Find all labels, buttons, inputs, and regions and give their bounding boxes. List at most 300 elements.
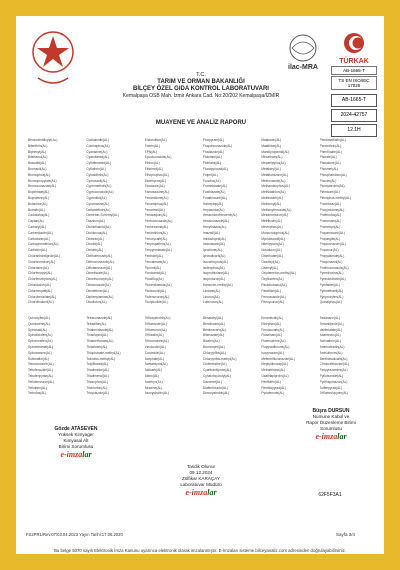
analyte-item: Thiacloprid(AL) bbox=[86, 333, 108, 338]
analyte-item: Kresoxim-methyl(AL) bbox=[202, 282, 233, 287]
analyte-item: Chlorpyrifos(AL) bbox=[202, 350, 227, 355]
analyte-item: Chlorfenapyr(AL) bbox=[28, 271, 53, 276]
analyte-item: Phoxim(AL) bbox=[319, 178, 337, 183]
analyte-item: Cyanazine(AL) bbox=[86, 149, 108, 154]
analyte-item: Biphenyl(AL) bbox=[28, 149, 47, 154]
analyte-item: Phorate(AL) bbox=[319, 155, 337, 160]
signature-center bbox=[156, 464, 246, 496]
analyte-item: Tetraconazole(AL) bbox=[86, 316, 113, 320]
analyte-item: Triazophos(AL) bbox=[86, 379, 108, 384]
analyte-item: Cyhalofop-butyl(AL) bbox=[202, 373, 232, 378]
analyte-item: Bifenazate(AL) bbox=[202, 333, 225, 338]
analyte-column bbox=[28, 316, 82, 404]
analyte-item: Isopyrazam(AL) bbox=[261, 350, 284, 355]
analyte-item: Bromopropylate(AL) bbox=[28, 178, 57, 183]
analyte-item: Omethoate(AL) bbox=[261, 253, 284, 258]
analyte-item: Pencycuron(AL) bbox=[261, 300, 285, 305]
analyte-item: Disulfoton(AL) bbox=[86, 300, 107, 305]
analyte-item: Tebufenpyrad(AL) bbox=[28, 373, 54, 378]
analyte-item: Bromacil(AL) bbox=[28, 166, 47, 171]
analyte-item: Procymidone(AL) bbox=[319, 207, 345, 212]
analyte-item: Acrinathrin(AL) bbox=[319, 339, 341, 344]
analyte-item: Ethion(AL) bbox=[144, 161, 160, 166]
analyte-item: Carbophenothion(AL) bbox=[28, 242, 59, 247]
analyte-item: Isoprothiolane(AL) bbox=[202, 271, 230, 276]
approval-heading: Tasdik Olunur bbox=[186, 464, 216, 469]
analyte-item: Lufenuron(AL) bbox=[202, 300, 224, 305]
analyte-item: Thiabendazole(AL) bbox=[86, 327, 114, 332]
analyte-item: Triadimefon(AL) bbox=[86, 368, 110, 373]
signer-title: Birimi Sorumlusu bbox=[58, 444, 94, 449]
analyte-item: Fluquinconazole(AL) bbox=[202, 143, 233, 148]
report-reference-box bbox=[331, 94, 377, 139]
analyte-item: Oxyfluorfen(AL) bbox=[261, 277, 284, 282]
analyte-item: Flutriafol(AL) bbox=[202, 161, 222, 166]
analyte-item: Carbofuran(AL) bbox=[28, 236, 50, 241]
analyte-item: Dichlofluanid(AL) bbox=[86, 224, 111, 229]
signer-name: Gözde ATASEVEN bbox=[54, 426, 98, 432]
analyte-item: Coumaphos(AL) bbox=[86, 143, 110, 148]
analyte-item: Folpet(AL) bbox=[202, 172, 218, 177]
analyte-item: Butralin(AL) bbox=[28, 207, 45, 212]
analyte-item: Chlorobenzilate(AL) bbox=[28, 294, 57, 299]
accreditation-box bbox=[331, 66, 377, 91]
analyte-item: Azoxystrobin(AL) bbox=[144, 391, 169, 396]
analyte-item: Pendimethalin(AL) bbox=[319, 138, 346, 142]
analyte-item: Dazomet(AL) bbox=[202, 379, 222, 384]
analyte-item: Boscalid(AL) bbox=[28, 161, 47, 166]
analyte-column bbox=[145, 316, 199, 404]
analyte-column bbox=[86, 316, 140, 404]
analyte-column bbox=[86, 138, 140, 314]
analyte-item: Oxydemeton-methyl(AL) bbox=[261, 271, 296, 276]
analyte-item: Proquinazid(AL) bbox=[319, 259, 343, 264]
analyte-item: Pyrimethanil(AL) bbox=[319, 288, 344, 293]
analyte-item: Acephate(AL) bbox=[144, 356, 165, 361]
analyte-list-bottom bbox=[28, 316, 374, 404]
analyte-item: Ethoprophos(AL) bbox=[144, 172, 169, 177]
analyte-item: Isoproturon(AL) bbox=[202, 277, 226, 282]
signer-title: Yüksek Kimyager bbox=[58, 432, 94, 437]
analyte-item: Trichlorfon(AL) bbox=[86, 385, 108, 390]
analyte-item: Tetraniliprole(AL) bbox=[319, 321, 344, 326]
analyte-item: Propoxur(AL) bbox=[319, 248, 339, 253]
analyte-item: Endosulfan(AL) bbox=[144, 138, 167, 142]
analyte-item: Fipronil(AL) bbox=[144, 265, 162, 270]
analyte-item: Chlorfenvinphos(AL) bbox=[28, 277, 58, 282]
report-title: MUAYENE VE ANALİZ RAPORU bbox=[155, 120, 247, 126]
analyte-item: Diniconazole(AL) bbox=[86, 282, 111, 287]
analyte-item: EPN(AL) bbox=[144, 149, 158, 154]
analyte-item: Haloxyfop(AL) bbox=[202, 201, 224, 206]
analyte-item: Metribuzin(AL) bbox=[261, 219, 283, 224]
e-signature-logo: e-imzalar bbox=[185, 488, 217, 497]
analyte-item: Bitertanol(AL) bbox=[28, 155, 48, 160]
analyte-item: Mecarbam(AL) bbox=[261, 155, 283, 160]
analyte-item: Valifenalate(AL) bbox=[319, 327, 343, 332]
analyte-item: Fluopyram(AL) bbox=[202, 138, 225, 142]
analyte-item: Triflumezopyrim(AL) bbox=[319, 391, 349, 396]
analyte-item: Propargite(AL) bbox=[319, 236, 341, 241]
header-address: Kemalpaşa OSB Mah. İzmir Ankara Cad. No:20/202 Kemalpaşa/İZMİR bbox=[122, 93, 280, 99]
analyte-item: Dicofol(AL) bbox=[86, 242, 103, 247]
analyte-item: Emamectin(AL) bbox=[261, 316, 284, 320]
analyte-item: Triticonazole(AL) bbox=[144, 339, 169, 344]
analyte-item: Diflubenzuron(AL) bbox=[86, 265, 113, 270]
analyte-item: Pyridaben(AL) bbox=[319, 282, 341, 287]
analyte-item: Dinotefuran(AL) bbox=[86, 288, 109, 293]
analyte-item: Monocrotophos(AL) bbox=[261, 230, 290, 235]
analyte-item: Dichlorvos(AL) bbox=[86, 230, 108, 235]
analyte-item: Bixafen(AL) bbox=[202, 339, 220, 344]
analyte-item: Sedaxane(AL) bbox=[319, 316, 341, 320]
analyte-item: Trifloxystrobin(AL) bbox=[144, 316, 171, 320]
analyte-item: Fluxapyroxad(AL) bbox=[202, 166, 229, 171]
analyte-item: Oxathiapiprolin(AL) bbox=[261, 373, 289, 378]
analyte-item: Cyromazine(AL) bbox=[86, 201, 110, 206]
analyte-item: Formetanate(AL) bbox=[202, 184, 228, 189]
analyte-item: Indoxacarb(AL) bbox=[202, 242, 225, 247]
analyte-item: Isocarbophos(AL) bbox=[202, 259, 229, 264]
analyte-item: Methidathion(AL) bbox=[261, 190, 286, 195]
analyte-item: Cymoxanil(AL) bbox=[86, 178, 108, 183]
analyte-item: Aldrin(AL) bbox=[144, 373, 159, 378]
analyte-item: Tebufenozide(AL) bbox=[28, 368, 53, 373]
analyte-item: Fosthiazate(AL) bbox=[202, 190, 226, 195]
analyte-item: Phenthoate(AL) bbox=[319, 149, 342, 154]
analyte-item: Fenobucarb(AL) bbox=[261, 327, 285, 332]
analyte-column bbox=[320, 138, 374, 314]
analyte-item: Fenvalerate(AL) bbox=[144, 259, 168, 264]
e-signature-logo: e-imzalar bbox=[60, 450, 92, 459]
analyte-item: Clothianidin(AL) bbox=[86, 138, 110, 142]
analyte-item: Carbendazim(AL) bbox=[28, 230, 53, 235]
analyte-item: Tetradifon(AL) bbox=[86, 321, 107, 326]
analyte-item: Cyfluthrin(AL) bbox=[86, 166, 106, 171]
analyte-item: Malathion(AL) bbox=[261, 143, 282, 148]
analyte-item: Methoxyfenozide(AL) bbox=[261, 207, 292, 212]
analyte-item: Fenoxycarb(AL) bbox=[144, 236, 168, 241]
analyte-item: Thiodicarb(AL) bbox=[86, 344, 108, 349]
analyte-item: Pyriofenone(AL) bbox=[261, 391, 285, 396]
analyte-item: Imazalil(AL) bbox=[202, 230, 220, 235]
signer-name: Zülfikar KARAÇAY bbox=[182, 476, 220, 481]
analyte-item: Flutolanil(AL) bbox=[202, 155, 222, 160]
analyte-item: Phosphamidon(AL) bbox=[319, 172, 347, 177]
e-signature-logo: e-imzalar bbox=[315, 432, 347, 441]
analyte-item: Benalaxyl(AL) bbox=[202, 316, 223, 320]
analyte-item: Phosmet(AL) bbox=[319, 166, 339, 171]
analyte-column bbox=[261, 138, 315, 314]
analyte-item: Metconazole(AL) bbox=[261, 178, 286, 183]
analyte-item: Metobromuron(AL) bbox=[261, 213, 289, 218]
analyte-item: Imidacloprid(AL) bbox=[202, 236, 227, 241]
analyte-item: Fluazinam(AL) bbox=[261, 333, 283, 338]
analyte-item: Linuron(AL) bbox=[202, 294, 220, 299]
analyte-item: Teflubenzuron(AL) bbox=[28, 379, 55, 384]
analyte-item: Oxadixyl(AL) bbox=[261, 259, 280, 264]
analyte-item: Triadimenol(AL) bbox=[86, 373, 109, 378]
analyte-item: Cyhalothrin(AL) bbox=[86, 172, 109, 177]
analyte-item: Methomyl(AL) bbox=[261, 201, 282, 206]
analyte-item: Pyflubumide(AL) bbox=[319, 373, 344, 378]
analyte-item: Etoxazole(AL) bbox=[144, 184, 165, 189]
analyte-item: Famoxadone(AL) bbox=[144, 190, 170, 195]
analyte-item: Profenofos(AL) bbox=[319, 213, 342, 218]
analyte-item: Chlordane(AL) bbox=[28, 265, 49, 270]
analyte-item: Diazinon(AL) bbox=[86, 219, 105, 224]
analyte-item: Isofenphos(AL) bbox=[202, 265, 225, 270]
turkak-logo-icon bbox=[331, 30, 377, 66]
analyte-item: Triflumuron(AL) bbox=[144, 327, 167, 332]
analyte-item: Bendiocarb(AL) bbox=[202, 321, 226, 326]
analyte-item: Chlormequat(AL) bbox=[28, 288, 53, 293]
analyte-item: Ethephon(AL) bbox=[261, 321, 281, 326]
analyte-item: Bupirimate(AL) bbox=[28, 190, 50, 195]
analyte-item: Novaluron(AL) bbox=[261, 248, 282, 253]
lab-header bbox=[96, 72, 306, 100]
analyte-column bbox=[320, 316, 374, 404]
analyte-item: Ametryn(AL) bbox=[144, 379, 163, 384]
analyte-item: Heptachlor(AL) bbox=[202, 207, 225, 212]
analyte-item: Fludioxonil(AL) bbox=[144, 288, 166, 293]
analyte-item: Clofentezine(AL) bbox=[202, 362, 227, 367]
header-line1: T.C. bbox=[196, 72, 206, 78]
ministry-emblem-icon bbox=[28, 28, 78, 98]
analyte-item: Chromafenozide(AL) bbox=[319, 362, 350, 367]
analyte-item: Propyzamide(AL) bbox=[319, 253, 345, 258]
analyte-item: Pymetrozine(AL) bbox=[319, 271, 344, 276]
analyte-item: Pirimicarb(AL) bbox=[319, 190, 340, 195]
analyte-item: Dimoxystrobin(AL) bbox=[202, 391, 230, 396]
analyte-item: Tolclofos-methyl(AL) bbox=[86, 356, 116, 361]
analyte-item: Atrazine(AL) bbox=[144, 385, 163, 390]
analyte-item: Chloridazon(AL) bbox=[28, 282, 52, 287]
analyte-item: Dimethoate(AL) bbox=[86, 271, 109, 276]
analyte-item: Oxamyl(AL) bbox=[261, 265, 279, 270]
analyte-item: Diphenylamine(AL) bbox=[86, 294, 114, 299]
analyte-item: Diafenthiuron(AL) bbox=[202, 385, 228, 390]
analyte-item: Fenitrothion(AL) bbox=[144, 230, 168, 235]
analyte-item: Benzovindiflupyr(AL) bbox=[28, 138, 58, 142]
analyte-item: Carbaryl(AL) bbox=[28, 224, 47, 229]
analyte-item: Metalaxyl(AL) bbox=[261, 166, 281, 171]
analyte-item: Pyraclostrobin(AL) bbox=[319, 277, 346, 282]
analyte-item: Carboxin(AL) bbox=[28, 248, 47, 253]
analyte-item: Furathiocarb(AL) bbox=[202, 195, 227, 200]
analyte-item: Acetamiprid(AL) bbox=[144, 362, 168, 367]
analyte-item: Prochloraz(AL) bbox=[319, 201, 341, 206]
analyte-item: Permethrin(AL) bbox=[319, 143, 342, 148]
analyte-item: Tebuconazole(AL) bbox=[28, 362, 54, 367]
analyte-item: Fenpyrazamine(AL) bbox=[319, 368, 348, 373]
analyte-item: Flubendiamide(AL) bbox=[144, 282, 172, 287]
analyte-item: Bifenthrin(AL) bbox=[28, 143, 48, 148]
analyte-item: Methiocarb(AL) bbox=[261, 195, 284, 200]
analyte-item: Ametoctradin(AL) bbox=[319, 344, 345, 349]
accreditation-line: AB-1665-T bbox=[331, 66, 377, 75]
analyte-item: Benfuracarb(AL) bbox=[202, 327, 227, 332]
analyte-item: Demeton-S-methyl(AL) bbox=[86, 213, 119, 218]
analyte-item: Fluensulfone(AL) bbox=[261, 339, 286, 344]
analyte-item: Tolfenpyrad(AL) bbox=[319, 385, 343, 390]
analyte-item: Fenpropathrin(AL) bbox=[144, 242, 171, 247]
signature-left bbox=[36, 426, 116, 458]
analyte-item: Tefluthrin(AL) bbox=[28, 385, 47, 390]
analyte-item: Spirotetramat(AL) bbox=[28, 344, 54, 349]
signer-title: Rapor Düzenleme Birimi bbox=[306, 420, 356, 425]
analyte-item: Paclobutrazol(AL) bbox=[261, 282, 287, 287]
analyte-item: Chlorantraniliprole(AL) bbox=[28, 253, 60, 258]
ilac-mra-logo-icon bbox=[278, 32, 328, 72]
analyte-item: Iprodione(AL) bbox=[202, 248, 223, 253]
analyte-item: Difenoconazole(AL) bbox=[86, 259, 115, 264]
header-lab-name: BİLÇEY ÖZEL GIDA KONTROL LABORATUVARI bbox=[133, 86, 269, 92]
analyte-item: Penthiopyrad(AL) bbox=[261, 385, 287, 390]
analyte-item: Pyrifluquinazon(AL) bbox=[319, 379, 348, 384]
analyte-item: Cadusafos(AL) bbox=[28, 213, 50, 218]
analyte-item: Quinalphos(AL) bbox=[319, 300, 342, 305]
approval-date: 09.12.2024 bbox=[189, 470, 213, 475]
analyte-item: Fenpyroximate(AL) bbox=[144, 248, 172, 253]
analyte-item: Endrin(AL) bbox=[144, 143, 160, 148]
analyte-item: Parathion(AL) bbox=[261, 288, 281, 293]
analyte-item: Phosalone(AL) bbox=[319, 161, 341, 166]
analyte-item: Spiromesifen(AL) bbox=[28, 339, 53, 344]
analyte-item: Vinclozolin(AL) bbox=[144, 344, 166, 349]
signer-title: Numune Kabul ve bbox=[312, 414, 350, 419]
analyte-item: Penflufen(AL) bbox=[261, 379, 281, 384]
report-sheet bbox=[16, 16, 384, 554]
turkak-label: TÜRKAK bbox=[339, 58, 369, 65]
analyte-item: Amisulbrom(AL) bbox=[319, 350, 343, 355]
analyte-item: Aldicarb(AL) bbox=[144, 368, 163, 373]
analyte-item: Thiamethoxam(AL) bbox=[86, 339, 114, 344]
analyte-item: Chlorpyrifos-methyl(AL) bbox=[202, 356, 237, 361]
analyte-item: Lindane(AL) bbox=[202, 288, 221, 293]
form-code: FS2PR1/Rev.07/03.04.2023 Yayın Tarihi:17.06.2020 bbox=[26, 532, 123, 537]
analyte-item: Fonofos(AL) bbox=[202, 178, 221, 183]
report-ref: 12.1H bbox=[331, 124, 377, 137]
analyte-item: Fenazaquin(AL) bbox=[144, 213, 168, 218]
analyte-item: Prothioconazole(AL) bbox=[319, 265, 349, 270]
signer-name: Büşra DURSUN bbox=[312, 408, 350, 414]
analyte-item: Triflumizole(AL) bbox=[144, 321, 167, 326]
analyte-item: Propamocarb(AL) bbox=[319, 230, 345, 235]
analyte-item: Captan(AL) bbox=[28, 219, 45, 224]
analyte-item: Flonicamid(AL) bbox=[144, 271, 167, 276]
verification-code: 62F5F3A1 bbox=[318, 492, 342, 498]
analyte-item: Fenamidone(AL) bbox=[144, 195, 169, 200]
analyte-item: Fenamiphos(AL) bbox=[144, 201, 169, 206]
analyte-item: Abamectin(AL) bbox=[319, 333, 341, 338]
e-signature-note: Bu belge 5070 sayılı Elektronik İmza Kanunu uyarınca elektronik olarak imzalanmıştır. E-İmzaları sisteme.bilceyanaliz.com adresinden doğrulayabilirsiniz. bbox=[54, 548, 346, 553]
analyte-item: Malaoxon(AL) bbox=[261, 138, 282, 142]
analyte-item: Nitenpyram(AL) bbox=[261, 242, 284, 247]
analyte-item: Metrafenone(AL) bbox=[261, 368, 286, 373]
analyte-item: Ethirimol(AL) bbox=[144, 166, 164, 171]
analyte-item: Quinoxyfen(AL) bbox=[28, 316, 51, 320]
analyte-item: Mefentrifluconazole(AL) bbox=[261, 356, 295, 361]
analyte-item: Spiroxamine(AL) bbox=[28, 350, 52, 355]
analyte-item: Fenthion(AL) bbox=[144, 253, 164, 258]
analyte-item: Fenbuconazole(AL) bbox=[144, 219, 173, 224]
analyte-item: Terbufos(AL) bbox=[28, 391, 47, 396]
analyte-item: Diethofencarb(AL) bbox=[86, 253, 113, 258]
signer-title: Kimyasal Alt bbox=[63, 438, 89, 443]
analyte-item: Cyprodinil(AL) bbox=[86, 195, 107, 200]
analyte-item: Zoxamide(AL) bbox=[144, 350, 165, 355]
analyte-item: Benthiavalicarb(AL) bbox=[319, 356, 348, 361]
analyte-item: Bromuconazole(AL) bbox=[28, 184, 57, 189]
analyte-item: Tricyclazole(AL) bbox=[86, 391, 110, 396]
header-ministry: TARIM VE ORMAN BAKANLIĞI bbox=[157, 79, 245, 85]
analyte-item: Thiophanate-methyl(AL) bbox=[86, 350, 121, 355]
analyte-item: Picoxystrobin(AL) bbox=[319, 184, 345, 189]
analyte-item: Metaflumizone(AL) bbox=[261, 172, 289, 177]
analyte-item: Cyflufenamid(AL) bbox=[86, 161, 111, 166]
analyte-item: Pyriproxyfen(AL) bbox=[319, 294, 344, 299]
analyte-item: Promecarb(AL) bbox=[319, 219, 342, 224]
analyte-item: Propiconazole(AL) bbox=[319, 242, 346, 247]
analyte-item: Chlorothalonil(AL) bbox=[28, 300, 54, 305]
analyte-item: Bromoxynil(AL) bbox=[202, 344, 225, 349]
analyte-column bbox=[28, 138, 82, 314]
analyte-item: Cyproconazole(AL) bbox=[86, 190, 114, 195]
analyte-item: Hexythiazox(AL) bbox=[202, 224, 227, 229]
analyte-item: Spinosad(AL) bbox=[28, 327, 48, 332]
analyte-item: Tolylfluanid(AL) bbox=[86, 362, 109, 367]
analyte-item: Trifluralin(AL) bbox=[144, 333, 164, 338]
analyte-item: Hexachlorobenzene(AL) bbox=[202, 213, 238, 218]
analyte-list-top bbox=[28, 138, 374, 314]
analyte-item: Prometryn(AL) bbox=[319, 224, 341, 229]
analyte-item: Cyazofamid(AL) bbox=[86, 155, 110, 160]
analyte-item: Flufenoxuron(AL) bbox=[144, 294, 170, 299]
analyte-item: Quintozene(AL) bbox=[28, 321, 51, 326]
analyte-item: Fluazifop(AL) bbox=[144, 277, 164, 282]
analyte-item: Buprofezin(AL) bbox=[28, 195, 50, 200]
analyte-item: Dieldrin(AL) bbox=[86, 248, 104, 253]
analyte-item: Pirimiphos-methyl(AL) bbox=[319, 195, 351, 200]
analyte-item: Chlorbromuron(AL) bbox=[28, 259, 56, 264]
analyte-item: Mandipropamid(AL) bbox=[261, 149, 290, 154]
page-number: Sayfa 3/4 bbox=[336, 532, 356, 537]
analyte-item: Cyantraniliprole(AL) bbox=[202, 368, 232, 373]
analyte-item: Penconazole(AL) bbox=[261, 294, 286, 299]
analyte-item: Cypermethrin(AL) bbox=[86, 184, 112, 189]
accreditation-line: TS EN ISO/IEC 17025 bbox=[331, 76, 377, 90]
signer-title: Sorumlusu bbox=[320, 426, 342, 431]
ilac-label: ilac-MRA bbox=[288, 64, 318, 71]
analyte-item: Flusilazole(AL) bbox=[202, 149, 225, 154]
analyte-item: Deltamethrin(AL) bbox=[86, 207, 111, 212]
analyte-item: Dimethomorph(AL) bbox=[86, 277, 114, 282]
signature-right bbox=[286, 408, 376, 440]
report-ref: AB-1665-T bbox=[331, 94, 377, 107]
analyte-column bbox=[145, 138, 199, 314]
analyte-item: Meptyldinocap(AL) bbox=[261, 362, 288, 367]
analyte-item: Butachlor(AL) bbox=[28, 201, 48, 206]
report-ref: 2024-42757 bbox=[331, 109, 377, 122]
analyte-item: Mevinphos(AL) bbox=[261, 224, 283, 229]
analyte-item: Myclobutanil(AL) bbox=[261, 236, 286, 241]
analyte-item: Methamidophos(AL) bbox=[261, 184, 291, 189]
signer-title: Laboratuvar Müdürü bbox=[180, 482, 222, 487]
analyte-item: Mepanipyrim(AL) bbox=[261, 161, 286, 166]
analyte-column bbox=[203, 316, 257, 404]
analyte-item: Hexaconazole(AL) bbox=[202, 219, 230, 224]
